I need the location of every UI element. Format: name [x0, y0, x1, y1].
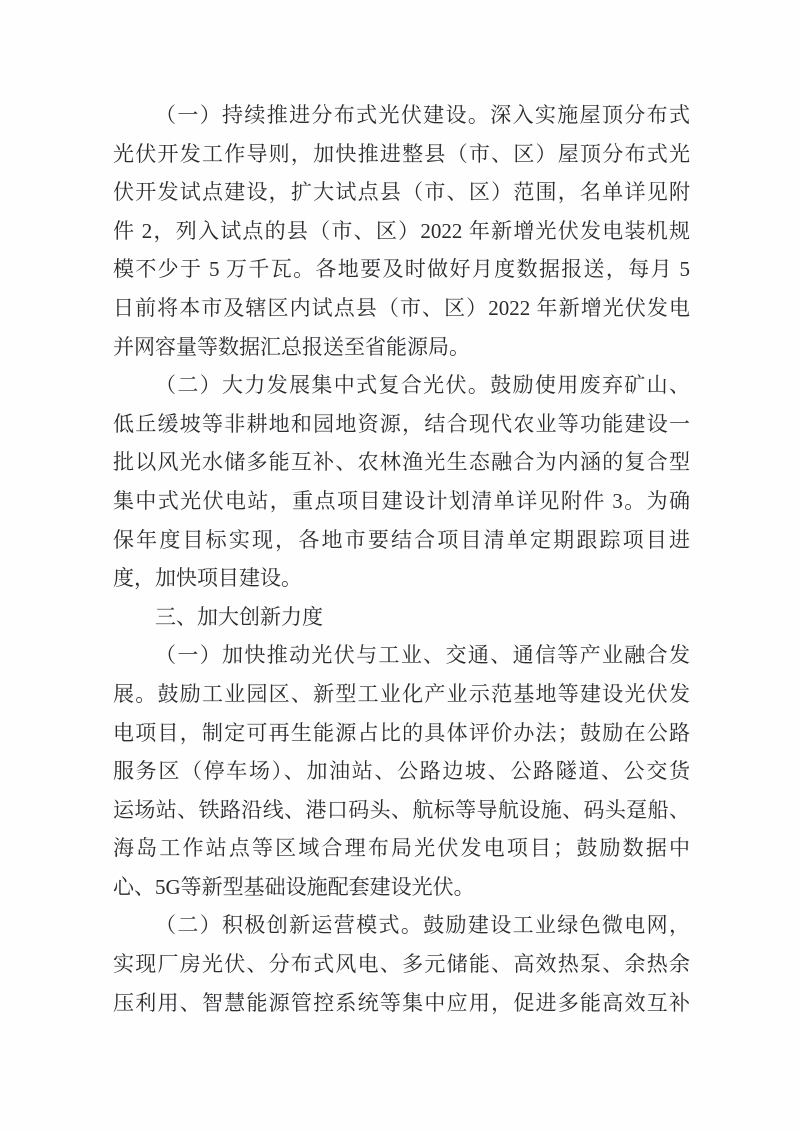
text-line: 模不少于 5 万千瓦。各地要及时做好月度数据报送，每月 5: [113, 257, 690, 282]
text-line: 集中式光伏电站，重点项目建设计划清单详见附件 3。为确: [113, 488, 690, 513]
text-line: 实现厂房光伏、分布式风电、多元储能、高效热泵、余热余: [113, 952, 690, 977]
text-line: 批以风光水储多能互补、农林渔光生态融合为内涵的复合型: [113, 450, 690, 475]
text-line: 服务区（停车场）、加油站、公路边坡、公路隧道、公交货: [113, 759, 690, 784]
text-line: （二）大力发展集中式复合光伏。鼓励使用废弃矿山、: [155, 373, 690, 398]
text-line: 光伏开发工作导则，加快推进整县（市、区）屋顶分布式光: [113, 141, 690, 166]
text-line: 伏开发试点建设，扩大试点县（市、区）范围，名单详见附: [113, 180, 690, 205]
text-line: 件 2，列入试点的县（市、区）2022 年新增光伏发电装机规: [113, 218, 690, 243]
text-line: 日前将本市及辖区内试点县（市、区）2022 年新增光伏发电: [113, 295, 690, 320]
text-line: 保年度目标实现，各地市要结合项目清单定期跟踪项目进: [113, 527, 690, 552]
text-line: 并网容量等数据汇总报送至省能源局。: [113, 334, 470, 359]
text-line: 度，加快项目建设。: [113, 566, 302, 591]
text-line: 展。鼓励工业园区、新型工业化产业示范基地等建设光伏发: [113, 681, 690, 706]
text-line: 电项目，制定可再生能源占比的具体评价办法；鼓励在公路: [113, 720, 690, 745]
text-line: （一）加快推动光伏与工业、交通、通信等产业融合发: [155, 643, 690, 668]
document-body: [113, 96, 690, 1022]
text-line: （一）持续推进分布式光伏建设。深入实施屋顶分布式: [155, 103, 690, 127]
text-line: 运场站、铁路沿线、港口码头、航标等导航设施、码头趸船、: [113, 797, 690, 822]
text-line: 低丘缓坡等非耕地和园地资源，结合现代农业等功能建设一: [113, 411, 690, 436]
text-line: 心、5G等新型基础设施配套建设光伏。: [113, 874, 475, 899]
text-line: 压利用、智慧能源管控系统等集中应用，促进多能高效互补: [113, 990, 690, 1015]
text-line: （二）积极创新运营模式。鼓励建设工业绿色微电网，: [155, 913, 690, 938]
text-line: 海岛工作站点等区域合理布局光伏发电项目；鼓励数据中: [113, 836, 690, 861]
text-line: 三、加大创新力度: [155, 604, 323, 629]
